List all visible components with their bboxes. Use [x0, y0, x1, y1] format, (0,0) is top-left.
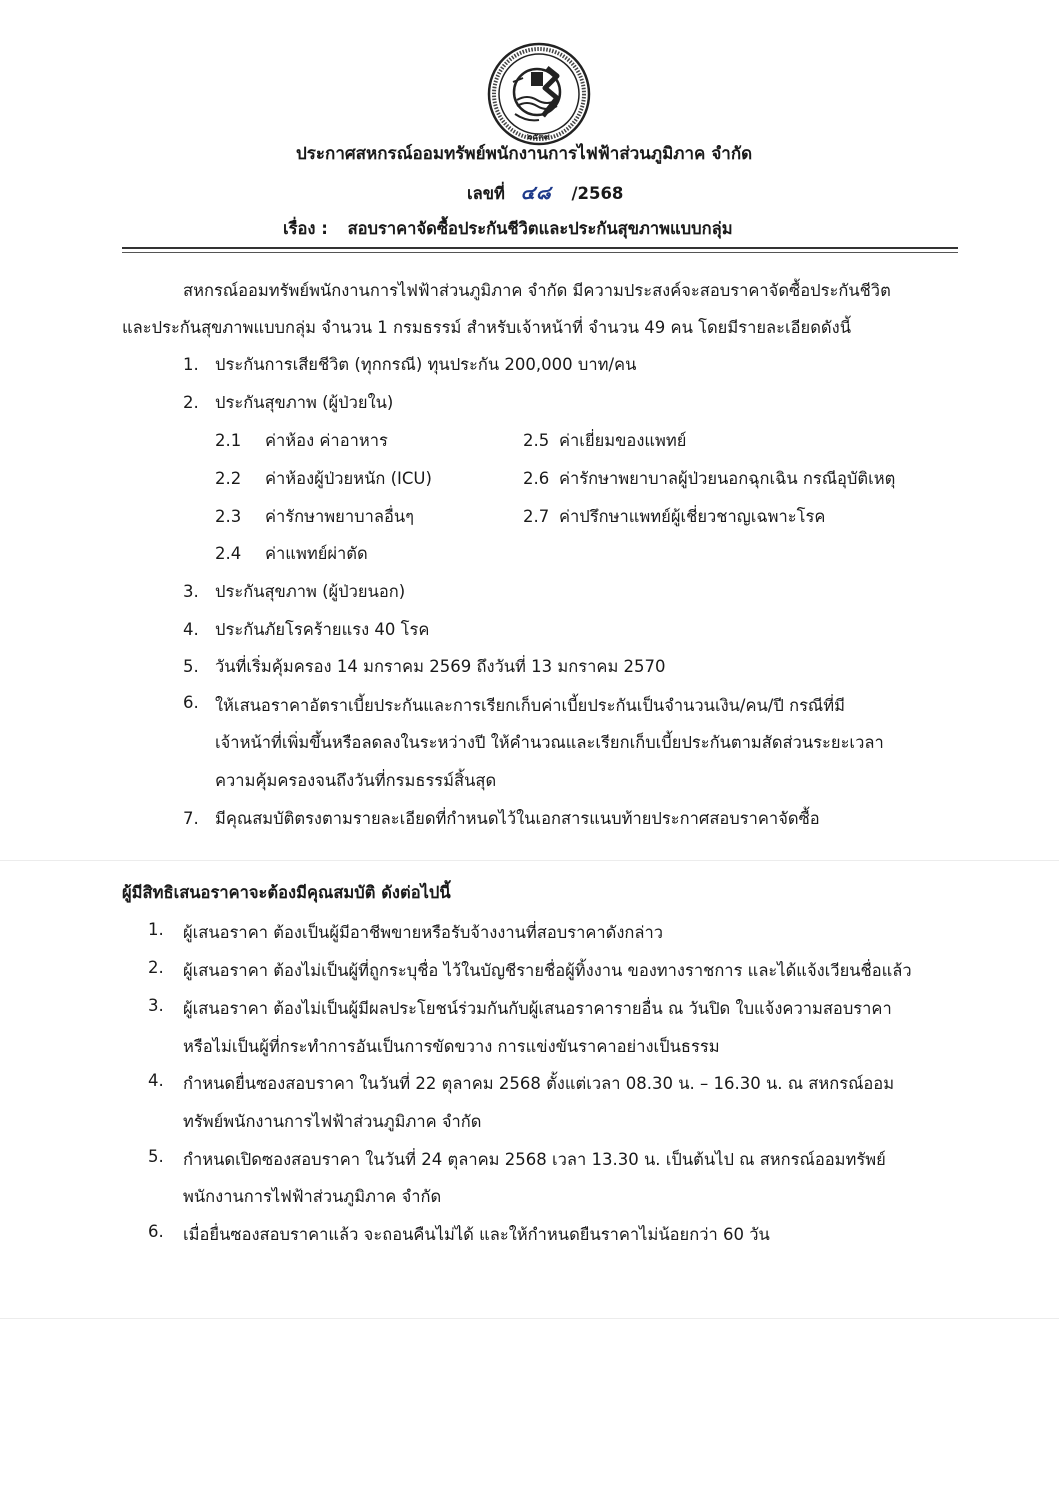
list-item-line: ให้เสนอราคาอัตราเบี้ยประกันและการเรียกเก็บค่าเบี้ยประกันเป็นจำนวนเงิน/คน/ปี กรณีที่มี — [215, 696, 845, 715]
item-number: 5. — [183, 657, 199, 676]
number-label: เลขที่ — [467, 184, 505, 203]
list-item — [183, 579, 405, 605]
subitem-number: 2.5 — [523, 431, 550, 450]
item-text: ประกันสุขภาพ (ผู้ป่วยนอก) — [215, 582, 406, 601]
item-number: 3. — [183, 582, 199, 601]
qualification-line: หรือไม่เป็นผู้ที่กระทำการอันเป็นการขัดขวาง การแข่งขันราคาอย่างเป็นธรรม — [183, 1037, 720, 1056]
sub-list-item — [215, 466, 432, 492]
qualification-line: ทรัพย์พนักงานการไฟฟ้าส่วนภูมิภาค จำกัด — [183, 1112, 482, 1131]
list-item-line: เจ้าหน้าที่เพิ่มขึ้นหรือลดลงในระหว่างปี ให้คำนวณและเรียกเก็บเบี้ยประกันตามสัดส่วนระยะเวลา — [215, 733, 884, 752]
item-text: ประกันการเสียชีวิต (ทุกกรณี) ทุนประกัน 200,000 บาท/คน — [215, 355, 637, 374]
seal-caption: ๒๕๓๙ — [527, 132, 550, 141]
scan-line — [0, 1318, 1059, 1319]
subitem-number: 2.3 — [215, 507, 242, 526]
intro-line-2: และประกันสุขภาพแบบกลุ่ม จำนวน 1 กรมธรรม์ สำหรับเจ้าหน้าที่ จำนวน 49 คน โดยมีรายละเอียดดังนี้ — [122, 318, 851, 337]
list-item — [183, 617, 429, 643]
qualification-line: กำหนดเปิดซองสอบราคา ในวันที่ 24 ตุลาคม 2568 เวลา 13.30 น. เป็นต้นไป ณ สหกรณ์ออมทรัพย์ — [183, 1150, 886, 1169]
subject-label: เรื่อง : — [283, 219, 328, 238]
qualification-line: กำหนดยื่นซองสอบราคา ในวันที่ 22 ตุลาคม 2568 ตั้งแต่เวลา 08.30 น. – 16.30 น. ณ สหกรณ์ออม — [183, 1074, 895, 1093]
item-number: 2. — [183, 393, 199, 412]
qualification-line: ผู้เสนอราคา ต้องไม่เป็นผู้ที่ถูกระบุชื่อ ไว้ในบัญชีรายชื่อผู้ทิ้งงาน ของทางราชการ และได้แจ้งเวียนชื่อแล้ว — [183, 961, 912, 980]
intro-line-1: สหกรณ์ออมทรัพย์พนักงานการไฟฟ้าส่วนภูมิภาค จำกัด มีความประสงค์จะสอบราคาจัดซื้อประกันชีวิต — [183, 281, 891, 300]
subitem-number: 2.2 — [215, 469, 242, 488]
subitem-text: ค่ารักษาพยาบาลอื่นๆ — [265, 507, 415, 526]
list-item — [183, 806, 820, 832]
item-text: ประกันสุขภาพ (ผู้ป่วยใน) — [215, 393, 394, 412]
header-divider-thin — [122, 252, 958, 253]
qualification-number: 4. — [148, 1071, 164, 1090]
subitem-text: ค่ารักษาพยาบาลผู้ป่วยนอกฉุกเฉิน กรณีอุบัติเหตุ — [559, 469, 896, 488]
list-item-line: ความคุ้มครองจนถึงวันที่กรมธรรม์สิ้นสุด — [215, 771, 497, 790]
subitem-text: ค่าห้อง ค่าอาหาร — [265, 431, 388, 450]
qualification-number: 3. — [148, 996, 164, 1015]
subitem-text: ค่าห้องผู้ป่วยหนัก (ICU) — [265, 469, 432, 488]
subitem-number: 2.1 — [215, 431, 242, 450]
qualification-line: เมื่อยื่นซองสอบราคาแล้ว จะถอนคืนไม่ได้ และให้กำหนดยืนราคาไม่น้อยกว่า 60 วัน — [183, 1225, 770, 1244]
item-number: 7. — [183, 809, 199, 828]
qualification-number: 1. — [148, 920, 164, 939]
sub-list-item — [215, 504, 414, 530]
qualification-number: 2. — [148, 958, 164, 977]
sub-list-item — [215, 541, 368, 567]
list-item — [183, 654, 666, 680]
subitem-text: ค่าแพทย์ผ่าตัด — [265, 544, 368, 563]
qualification-line: ผู้เสนอราคา ต้องไม่เป็นผู้มีผลประโยชน์ร่วมกันกับผู้เสนอราคารายอื่น ณ วันปิด ใบแจ้งความสอบราคา — [183, 999, 892, 1018]
qualification-line: ผู้เสนอราคา ต้องเป็นผู้มีอาชีพขายหรือรับจ้างงานที่สอบราคาดังกล่าว — [183, 923, 664, 942]
qualification-number: 5. — [148, 1147, 164, 1166]
subitem-text: ค่าปรึกษาแพทย์ผู้เชี่ยวชาญเฉพาะโรค — [559, 507, 826, 526]
handwritten-number: ๔๘ — [520, 182, 552, 204]
subitem-number: 2.6 — [523, 469, 550, 488]
list-item — [183, 390, 393, 416]
item-number: 1. — [183, 355, 199, 374]
subitem-text: ค่าเยี่ยมของแพทย์ — [559, 431, 687, 450]
list-item-number: 6. — [183, 693, 199, 712]
list-item — [183, 352, 636, 378]
subject-line — [283, 216, 733, 242]
page-title: ประกาศสหกรณ์ออมทรัพย์พนักงานการไฟฟ้าส่วนภูมิภาค จำกัด — [296, 144, 753, 164]
scan-line — [0, 860, 1059, 861]
sub-list-item — [215, 428, 388, 454]
announcement-number — [467, 178, 623, 208]
qualification-number: 6. — [148, 1222, 164, 1241]
item-text: ประกันภัยโรคร้ายแรง 40 โรค — [215, 620, 430, 639]
qualifications-heading: ผู้มีสิทธิเสนอราคาจะต้องมีคุณสมบัติ ดังต่อไปนี้ — [122, 883, 451, 902]
subitem-number: 2.7 — [523, 507, 550, 526]
qualification-line: พนักงานการไฟฟ้าส่วนภูมิภาค จำกัด — [183, 1187, 442, 1206]
item-number: 4. — [183, 620, 199, 639]
sub-list-item — [523, 504, 825, 530]
item-text: มีคุณสมบัติตรงตามรายละเอียดที่กำหนดไว้ในเอกสารแนบท้ายประกาศสอบราคาจัดซื้อ — [215, 809, 820, 828]
header-divider — [122, 247, 958, 249]
number-year: /2568 — [571, 184, 624, 203]
sub-list-item — [523, 428, 686, 454]
subject-text: สอบราคาจัดซื้อประกันชีวิตและประกันสุขภาพแบบกลุ่ม — [347, 219, 733, 238]
item-text: วันที่เริ่มคุ้มครอง 14 มกราคม 2569 ถึงวันที่ 13 มกราคม 2570 — [215, 657, 666, 676]
subitem-number: 2.4 — [215, 544, 242, 563]
sub-list-item — [523, 466, 895, 492]
